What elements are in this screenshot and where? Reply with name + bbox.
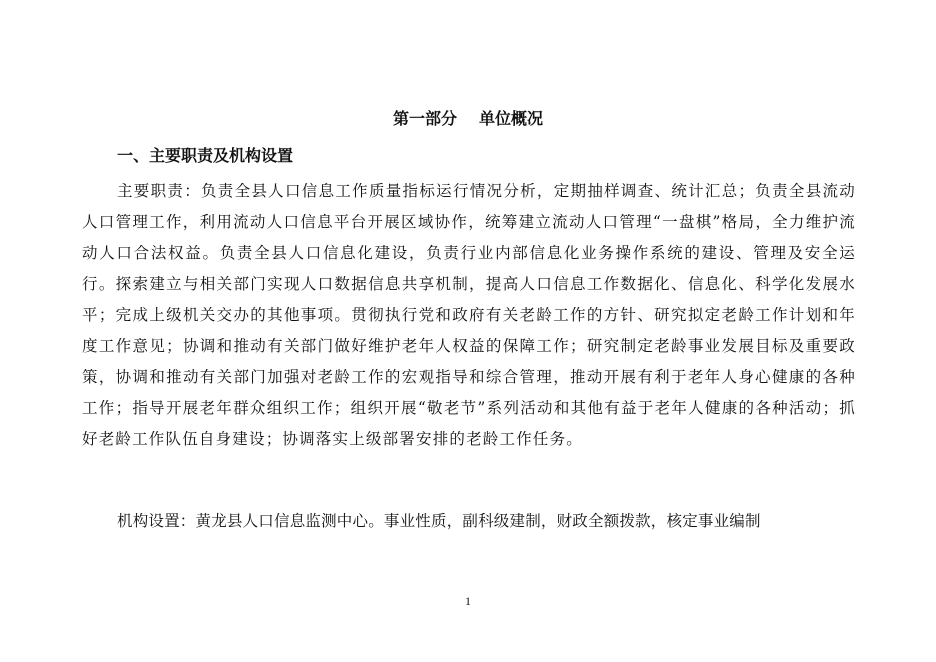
org-setup-paragraph: 机构设置：黄龙县人口信息监测中心。事业性质，副科级建制，财政全额拨款，核定事业编制 — [117, 512, 761, 530]
page-number: 1 — [465, 594, 471, 608]
section-heading: 一、主要职责及机构设置 — [117, 146, 294, 165]
page-title — [0, 106, 936, 129]
title-part: 第一部分 — [392, 109, 457, 128]
main-duties-paragraph: 主要职责：负责全县人口信息工作质量指标运行情况分析，定期抽样调查、统计汇总；负责全县流动人口管理工作，利用流动人口信息平台开展区域协作，统筹建立流动人口管理“一盘棋”格局，全力维护流动人口合法权益。负责全县人口信息化建设，负责行业内部信息化业务操作系统的建设、管理及安全运行。探索建立与相关部门实现人口数据信息共享机制，提高人口信息工作数据化、信息化、科学化发展水平；完成上级机关交办的其他事项。贯彻执行党和政府有关老龄工作的方针、研究拟定老龄工作计划和年度工作意见；协调和推动有关部门做好维护老年人权益的保障工作；研究制定老龄事业发展目标及重要政策，协调和推动有关部门加强对老龄工作的宏观指导和综合管理，推动开展有利于老年人身心健康的各种工作；指导开展老年群众组织工作；组织开展“敬老节”系列活动和其他有益于老年人健康的各种活动；抓好老龄工作队伍自身建设；协调落实上级部署安排的老龄工作任务。 — [82, 182, 856, 448]
document-body — [82, 176, 856, 455]
title-name: 单位概况 — [479, 109, 544, 128]
